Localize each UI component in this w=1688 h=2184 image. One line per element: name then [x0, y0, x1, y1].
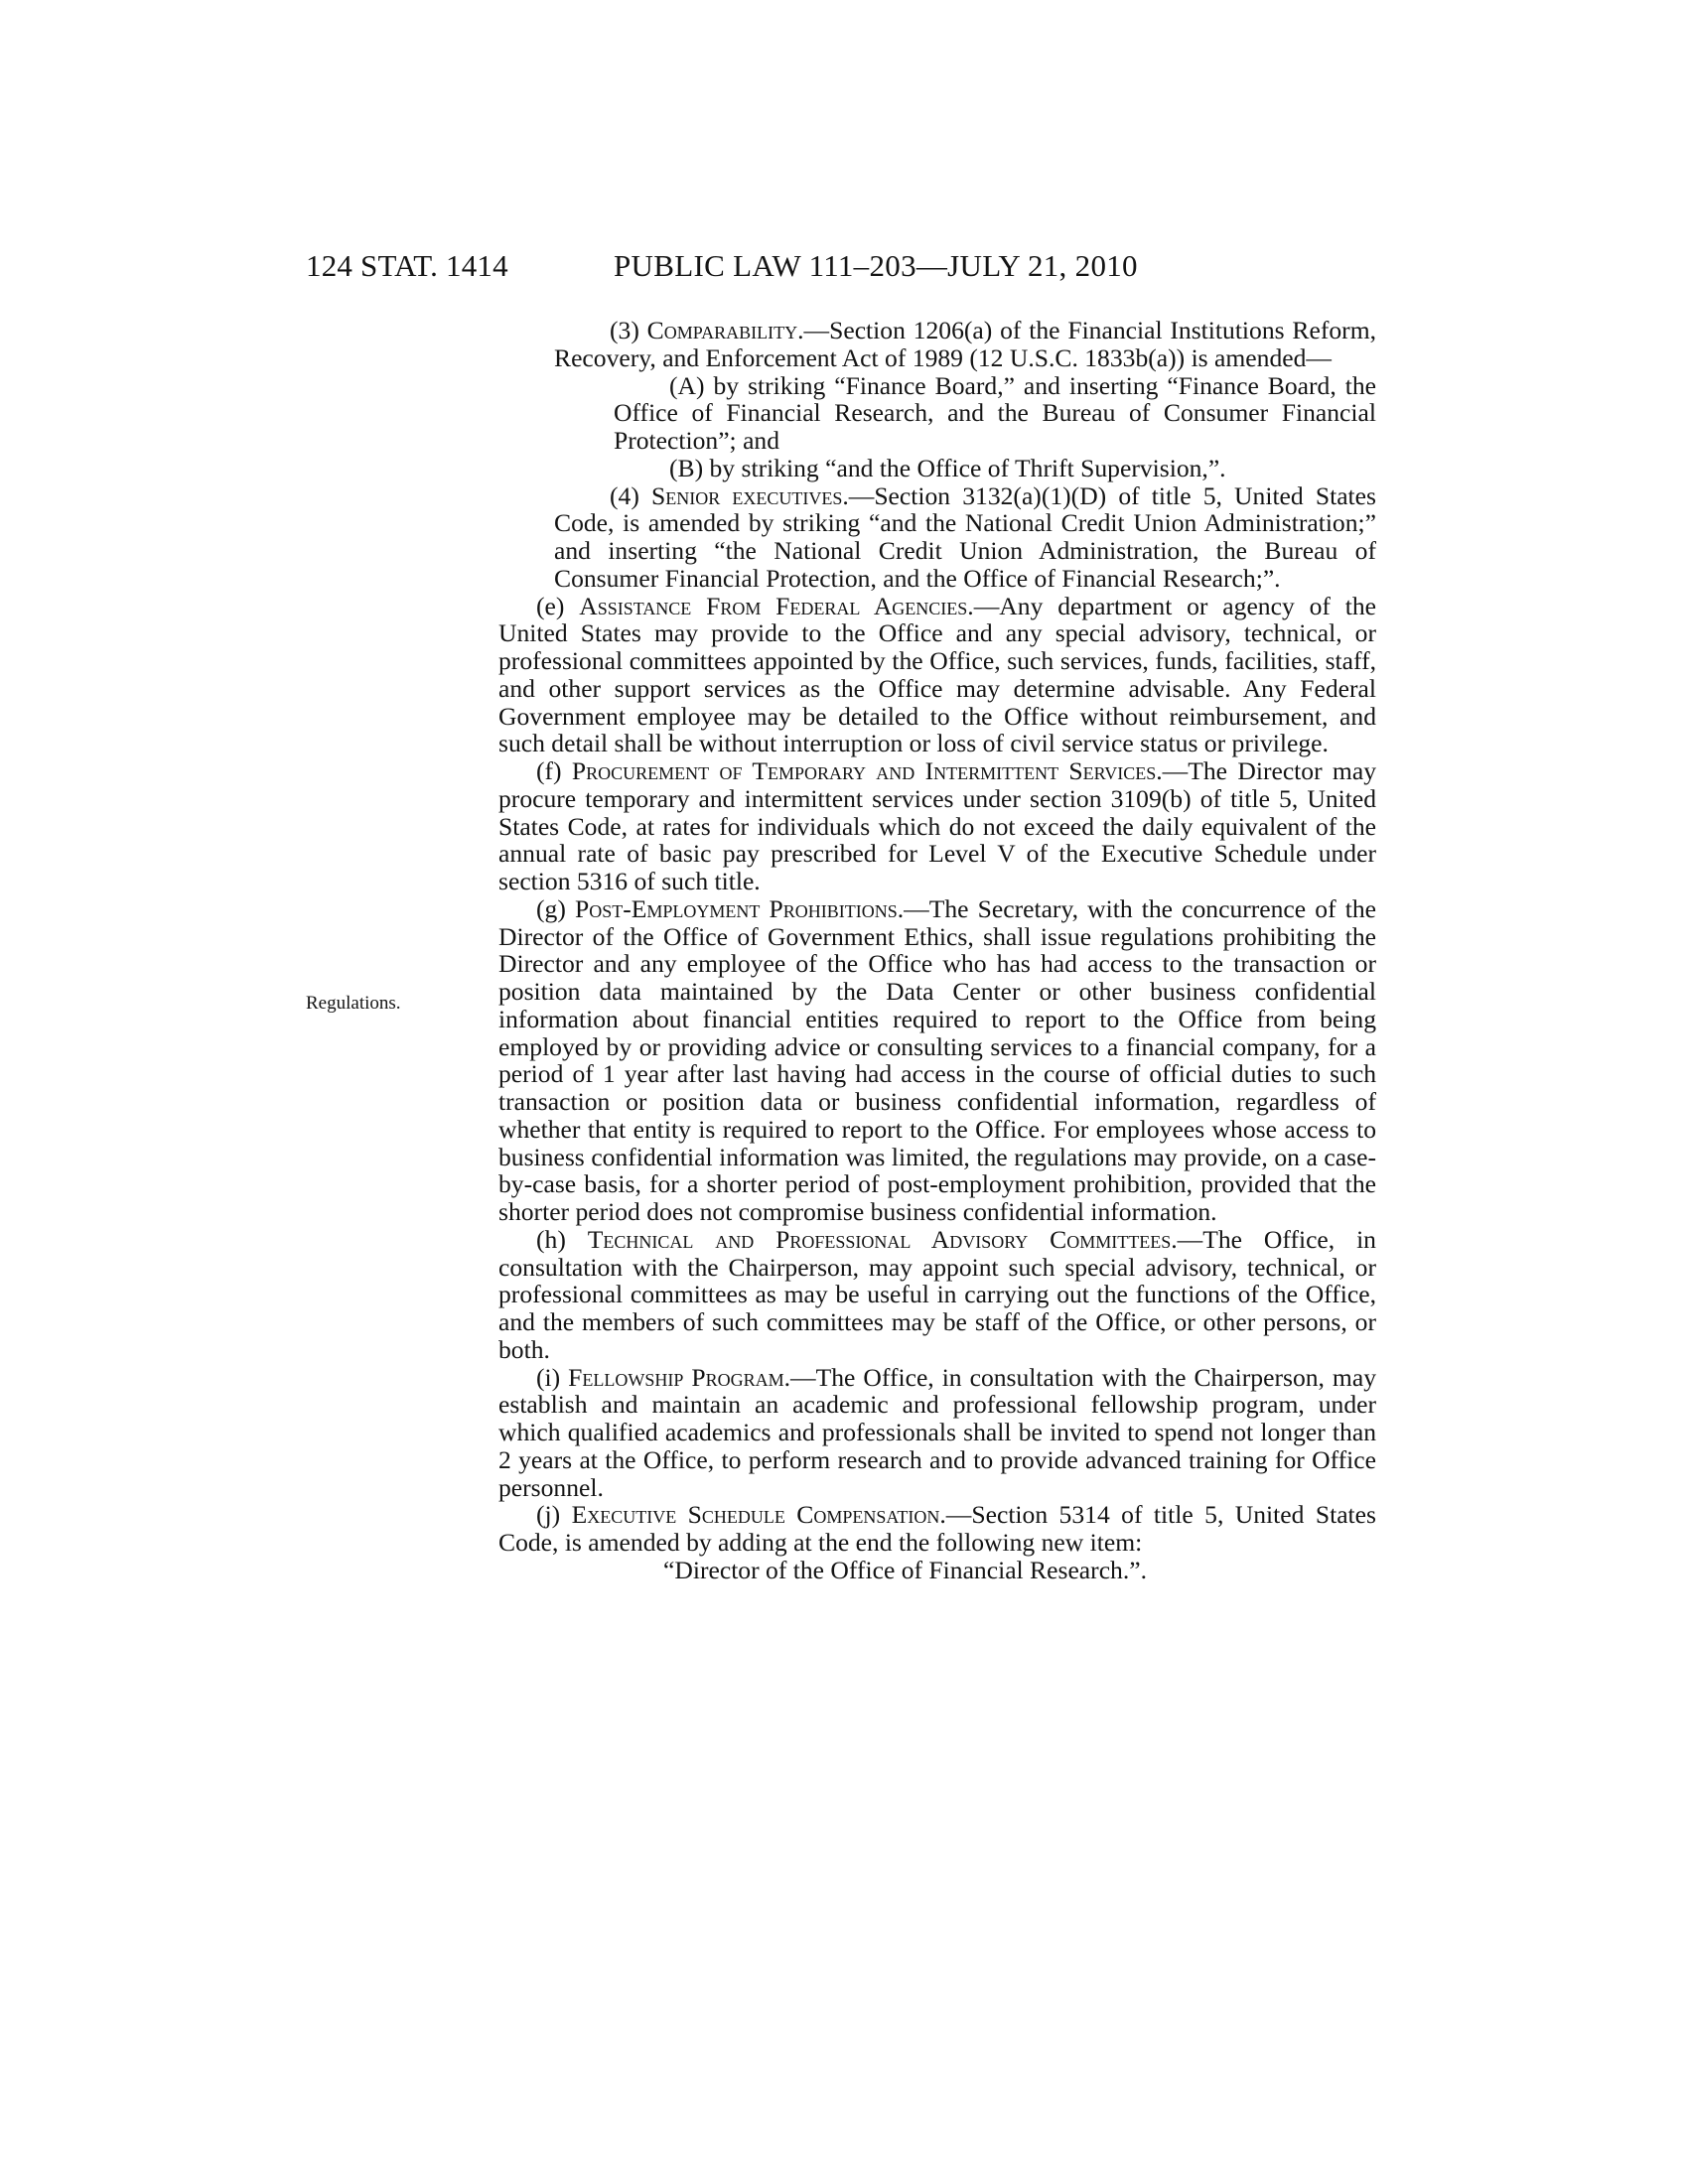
subsection-h-advisory-committees: [498, 1226, 1376, 1364]
subsection-letter: (e): [536, 591, 580, 620]
subsection-text: —Section 5314 of title 5, United States Code, is amended by adding at the end the following new item:: [498, 1500, 1376, 1557]
subsection-j-executive-schedule: [498, 1501, 1376, 1557]
paragraph-heading: Senior executives.: [650, 480, 849, 510]
subsection-f-procurement: [498, 757, 1376, 895]
subsection-text: —The Office, in consultation with the Chairperson, may establish and maintain an academic and professional fellowship program, under which qualified academics and professionals shall be invited to spend not longer than 2 years at the Office, to perform research and to provide advanced training for Office personnel.: [498, 1362, 1376, 1502]
subsection-text: —The Secretary, with the concurrence of the Director of the Office of Government Ethics, shall issue regulations prohibiting the Director and any employee of the Office who has had access to the transaction or position data maintained by the Data Center or other business confidential information about financial entities required to report to the Office from being employed by or providing advice or consulting services to a financial company, for a period of 1 year after last having had access in the course of official duties to such transaction or position data or business confidential information, regardless of whether that entity is required to report to the Office. For employees whose access to business confidential information was limited, the regulations may provide, on a case-by-case basis, for a shorter period of post-employment prohibition, provided that the shorter period does not compromise business confidential information.: [498, 893, 1376, 1226]
subsection-letter: (i): [536, 1362, 569, 1392]
subsection-i-fellowship: [498, 1364, 1376, 1502]
subsection-heading: Technical and Professional Advisory Committees.: [587, 1224, 1178, 1254]
subsection-letter: (f): [536, 756, 572, 785]
quoted-text: “Director of the Office of Financial Research.”.: [663, 1555, 1148, 1584]
subparagraph-3A: [614, 372, 1376, 455]
paragraph-text: —Section 3132(a)(1)(D) of title 5, United States Code, is amended by striking “and the National Credit Union Administration;” and inserting “the National Credit Union Administration, the Bureau of Consumer Financial Protection, and the Office of Financial Research;”.: [554, 480, 1376, 593]
quoted-new-item: [663, 1557, 1376, 1584]
subsection-e-assistance: [498, 593, 1376, 758]
subsection-text: —The Office, in consultation with the Chairperson, may appoint such special advisory, technical, or professional committees as may be useful in carrying out the functions of the Office, and the members of such committees may be staff of the Office, or other persons, or both.: [498, 1224, 1376, 1364]
body-text: [498, 317, 1376, 1584]
paragraph-3-comparability: [554, 317, 1376, 372]
margin-note-regulations: Regulations.: [306, 993, 401, 1014]
paragraph-text: (A) by striking “Finance Board,” and inserting “Finance Board, the Office of Financial Research, and the Bureau of Consumer Financial Protection”; and: [614, 370, 1376, 455]
subsection-letter: (h): [536, 1224, 588, 1254]
paragraph-number: (4): [610, 480, 651, 510]
paragraph-heading: Comparability.: [646, 316, 804, 344]
subsection-heading: Procurement of Temporary and Intermittent Services.: [571, 756, 1163, 785]
subsection-text: —Any department or agency of the United States may provide to the Office and any special advisory, technical, or professional committees appointed by the Office, such services, funds, facilities, staff, and other support services as the Office may determine advisable. Any Federal Government employee may be detailed to the Office without reimbursement, and such detail shall be without interruption or loss of civil service status or privilege.: [498, 591, 1376, 758]
subsection-letter: (g): [536, 893, 575, 923]
paragraph-number: (3): [610, 316, 647, 344]
paragraph-text: (B) by striking “and the Office of Thrift Supervision,”.: [669, 453, 1226, 482]
subsection-letter: (j): [536, 1500, 572, 1530]
paragraph-text: —Section 1206(a) of the Financial Institutions Reform, Recovery, and Enforcement Act of 1989 (12 U.S.C. 1833b(a)) is amended—: [554, 316, 1376, 372]
subsection-heading: Assistance From Federal Agencies.: [579, 591, 974, 620]
statute-page-citation: 124 STAT. 1414: [306, 248, 508, 283]
subsection-heading: Executive Schedule Compensation.: [571, 1500, 946, 1530]
subsection-heading: Post-Employment Prohibitions.: [574, 893, 905, 923]
subsection-heading: Fellowship Program.: [568, 1362, 791, 1392]
paragraph-4-senior-executives: [554, 482, 1376, 593]
subparagraph-3B: [614, 455, 1376, 482]
subsection-text: —The Director may procure temporary and intermittent services under section 3109(b) of title 5, United States Code, at rates for individuals which do not exceed the daily equivalent of the annual rate of basic pay prescribed for Level V of the Executive Schedule under section 5316 of such title.: [498, 756, 1376, 895]
running-head: PUBLIC LAW 111–203—JULY 21, 2010: [614, 248, 1138, 283]
subsection-g-post-employment: [498, 895, 1376, 1226]
